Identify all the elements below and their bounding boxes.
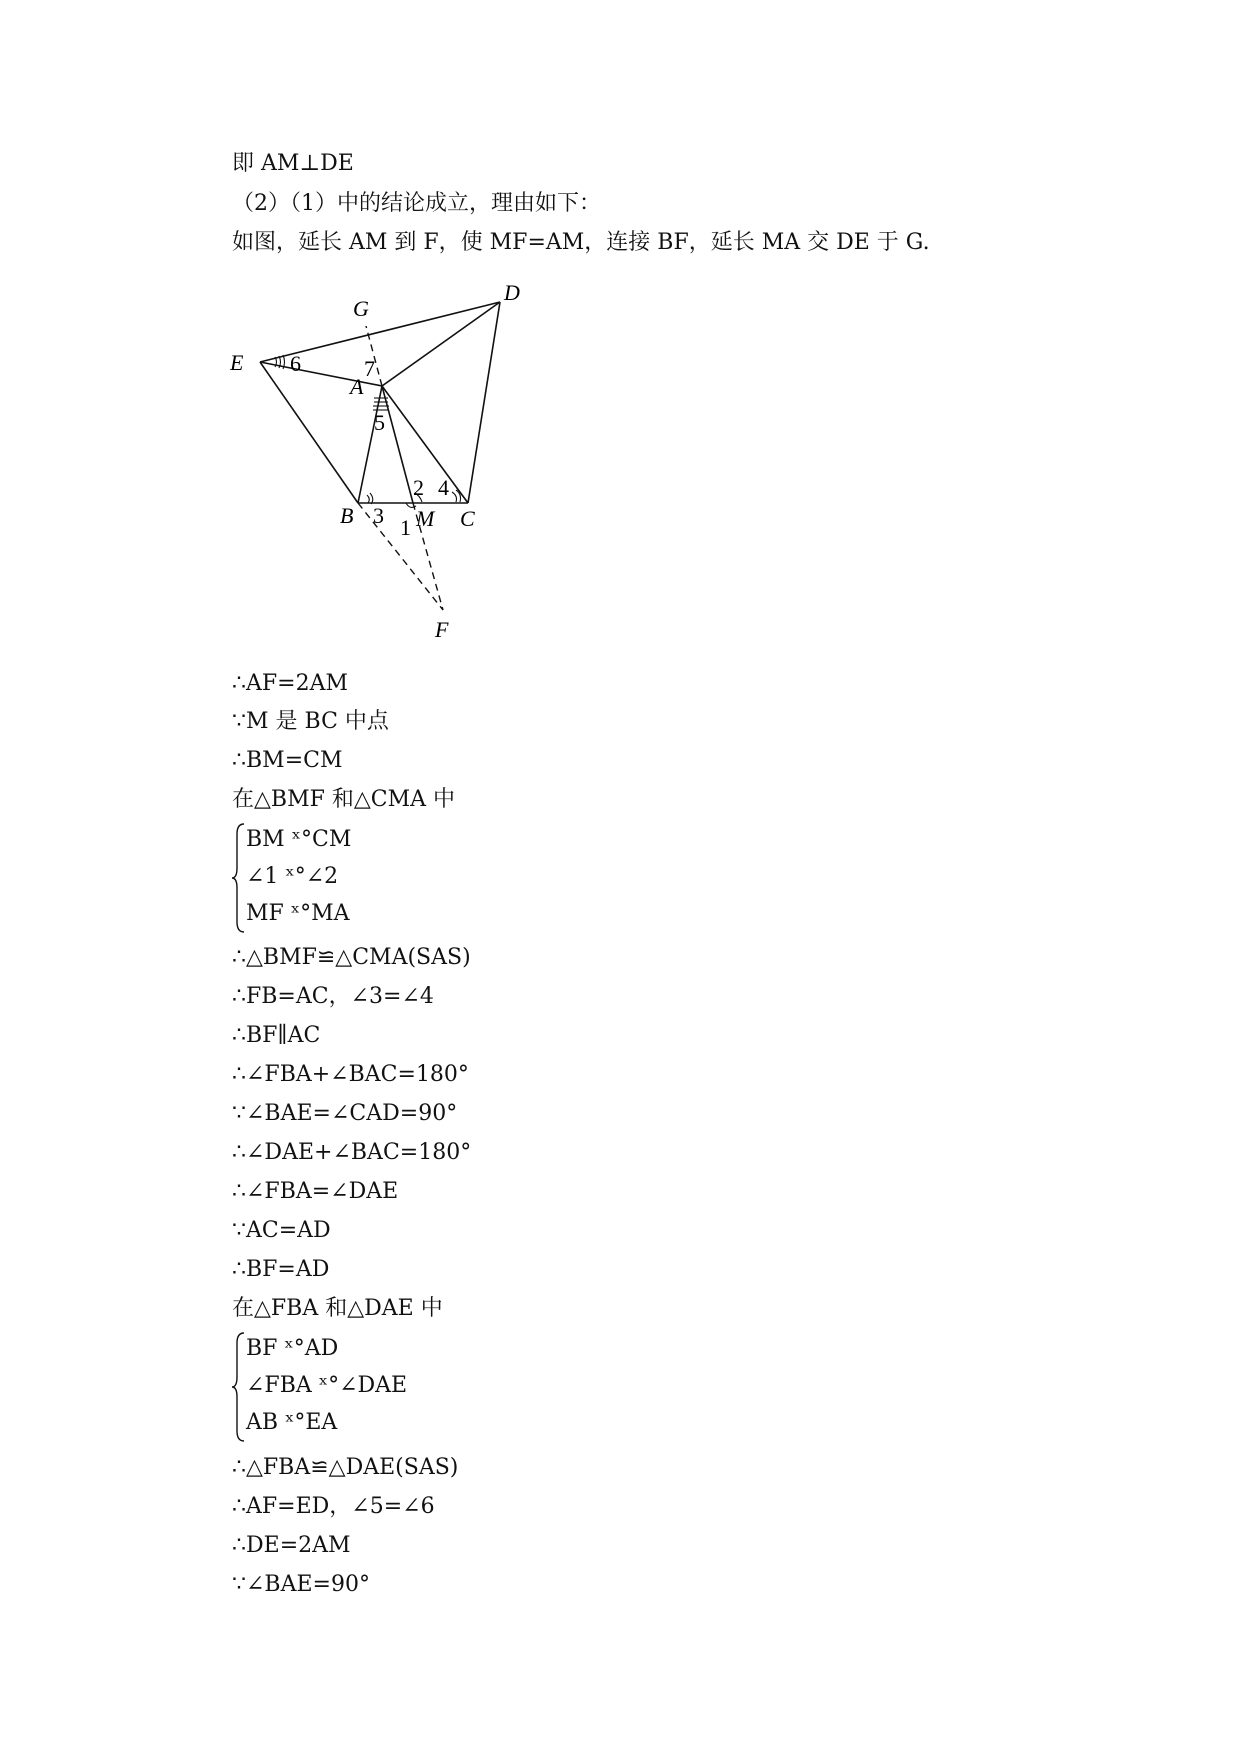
system-brace-1 bbox=[232, 822, 492, 934]
angle-5-label: 5 bbox=[374, 410, 385, 435]
step-b-1: ∴△BMF≌△CMA(SAS) bbox=[232, 945, 471, 970]
segment-AB bbox=[358, 386, 382, 503]
system-2-line-1: BF ˣ°AD bbox=[246, 1336, 339, 1361]
step-b-5: ∵∠BAE=∠CAD=90° bbox=[232, 1101, 458, 1126]
angle-3-label: 3 bbox=[373, 503, 384, 528]
step-a-1: ∴AF=2AM bbox=[232, 671, 348, 696]
angle-2-label: 2 bbox=[413, 475, 424, 500]
label-G: G bbox=[353, 296, 369, 321]
geometry-figure bbox=[230, 280, 560, 640]
step-b-3: ∴BF∥AC bbox=[232, 1023, 321, 1048]
intro-line-2: （2）（1）中的结论成立，理由如下： bbox=[232, 191, 601, 216]
intro-line-1: 即 AM⊥DE bbox=[232, 151, 354, 176]
step-c-4: ∵∠BAE=90° bbox=[232, 1572, 370, 1597]
angle-6-mark bbox=[275, 357, 277, 367]
segment-AC bbox=[382, 386, 468, 503]
segment-DA bbox=[382, 302, 500, 386]
step-b-6: ∴∠DAE+∠BAC=180° bbox=[232, 1140, 472, 1165]
left-brace-icon bbox=[232, 1331, 246, 1443]
system-brace-2 bbox=[232, 1331, 492, 1443]
angle-6-label: 6 bbox=[290, 351, 301, 376]
step-c-3: ∴DE=2AM bbox=[232, 1533, 351, 1558]
segment-DC bbox=[468, 302, 500, 503]
angle-3-mark bbox=[367, 495, 369, 503]
step-c-2: ∴AF=ED，∠5=∠6 bbox=[232, 1494, 435, 1519]
step-a-4: 在△BMF 和△CMA 中 bbox=[232, 787, 456, 812]
label-A: A bbox=[350, 374, 364, 399]
angle-1-label: 1 bbox=[400, 515, 411, 540]
label-E: E bbox=[230, 350, 244, 375]
system-2-line-2: ∠FBA ˣ°∠DAE bbox=[246, 1373, 408, 1398]
step-b-2: ∴FB=AC，∠3=∠4 bbox=[232, 984, 434, 1009]
left-brace-icon bbox=[232, 822, 246, 934]
segment-AM bbox=[382, 386, 413, 503]
segment-EB bbox=[260, 362, 358, 503]
step-b-7: ∴∠FBA=∠DAE bbox=[232, 1179, 399, 1204]
label-C: C bbox=[460, 506, 475, 531]
step-a-2: ∵M 是 BC 中点 bbox=[232, 709, 389, 734]
system-1-line-3: MF ˣ°MA bbox=[246, 901, 350, 926]
intro-line-3: 如图，延长 AM 到 F，使 MF=AM，连接 BF，延长 MA 交 DE 于 G. bbox=[232, 230, 930, 255]
step-b-10: 在△FBA 和△DAE 中 bbox=[232, 1296, 443, 1321]
step-b-9: ∴BF=AD bbox=[232, 1257, 330, 1282]
step-a-3: ∴BM=CM bbox=[232, 748, 343, 773]
label-F: F bbox=[435, 617, 449, 640]
step-b-4: ∴∠FBA+∠BAC=180° bbox=[232, 1062, 469, 1087]
label-D: D bbox=[504, 280, 520, 305]
step-b-8: ∵AC=AD bbox=[232, 1218, 331, 1243]
angle-7-label: 7 bbox=[364, 356, 375, 381]
step-c-1: ∴△FBA≌△DAE(SAS) bbox=[232, 1455, 459, 1480]
system-2-line-3: AB ˣ°EA bbox=[246, 1410, 338, 1435]
system-1-line-2: ∠1 ˣ°∠2 bbox=[246, 864, 339, 889]
label-B: B bbox=[340, 503, 354, 528]
system-1-line-1: BM ˣ°CM bbox=[246, 827, 352, 852]
label-M: M bbox=[416, 506, 435, 531]
angle-4-label: 4 bbox=[438, 475, 449, 500]
